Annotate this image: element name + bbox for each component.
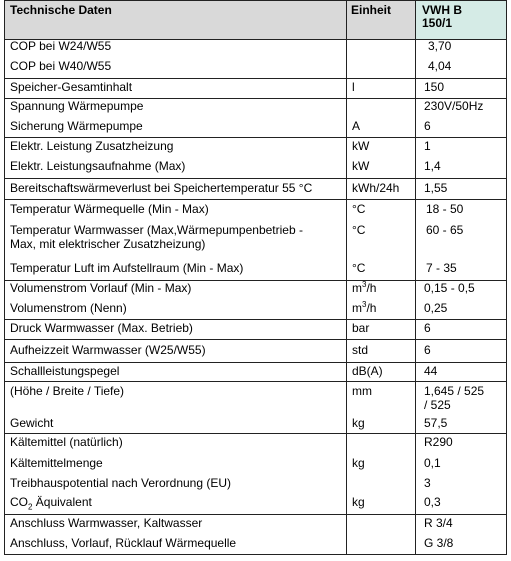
header-model-line2: 150/1: [422, 16, 453, 30]
border-bottom: [4, 554, 507, 555]
row-label-druck: Druck Warmwasser (Max. Betrieb): [10, 321, 193, 335]
row-unit-volumenstrom-vorlauf: $m^3/h$: [352, 280, 377, 295]
row-value-cop-w40: 4,04: [428, 59, 452, 73]
row-value-volumenstrom-nenn: 0,25: [424, 301, 448, 315]
row-label-temp-luft: Temperatur Luft im Aufstellraum (Min - Max): [10, 261, 244, 275]
row-value-bereitschaft: 1,55: [424, 181, 448, 195]
row-unit-druck: bar: [352, 321, 370, 335]
header-technical-data: Technische Daten: [10, 3, 112, 17]
row-unit-temp-luft: °C: [352, 261, 366, 275]
row-value-gewicht: 57,5: [424, 416, 448, 430]
row-value-co2-aequivalent: 0,3: [424, 495, 441, 509]
technical-data-table: [4, 0, 507, 555]
group-divider: [4, 78, 507, 79]
row-label-cop-w40: COP bei W40/W55: [10, 59, 112, 73]
row-value-kaeltemittel: R290: [424, 435, 453, 449]
row-value-zusatzheizung: 1: [424, 139, 431, 153]
row-value-abmessungen-line2: / 525: [424, 398, 451, 412]
row-label-abmessungen: (Höhe / Breite / Tiefe): [10, 384, 125, 398]
row-unit-schallleistung: dB(A): [352, 364, 383, 378]
row-label-treibhauspotential: Treibhauspotential nach Verordnung (EU): [10, 476, 232, 490]
row-label-leistungsaufnahme: Elektr. Leistungsaufnahme (Max): [10, 159, 186, 173]
row-label-zusatzheizung: Elektr. Leistung Zusatzheizung: [10, 139, 174, 153]
row-unit-temp-warmwasser: °C: [352, 223, 366, 237]
group-divider: [4, 339, 507, 340]
border-top: [4, 0, 507, 1]
row-value-anschluss-warmwasser: R 3/4: [424, 516, 453, 530]
border-right: [506, 0, 507, 555]
row-value-schallleistung: 44: [424, 364, 438, 378]
group-divider: [4, 433, 507, 434]
row-label-temp-warmwasser-line1: Temperatur Warmwasser (Max,Wärmepumpenbetrieb -: [10, 223, 303, 237]
row-label-temp-warmwasser-line2: Max, mit elektrischer Zusatzheizung): [10, 237, 206, 251]
group-divider: [4, 178, 507, 179]
row-unit-temp-waermequelle: °C: [352, 202, 366, 216]
row-label-temp-waermequelle: Temperatur Wärmequelle (Min - Max): [10, 202, 209, 216]
row-value-abmessungen-line1: 1,645 / 525: [424, 384, 485, 398]
row-value-spannung: 230V/50Hz: [424, 99, 484, 113]
group-divider: [4, 514, 507, 515]
row-label-spannung: Spannung Wärmepumpe: [10, 99, 144, 113]
row-unit-kaeltemittelmenge: kg: [352, 456, 365, 470]
group-divider: [4, 362, 507, 363]
row-value-aufheizzeit: 6: [424, 343, 431, 357]
row-value-druck: 6: [424, 321, 431, 335]
group-divider: [4, 381, 507, 382]
row-value-volumenstrom-vorlauf: 0,15 - 0,5: [424, 281, 475, 295]
row-value-leistungsaufnahme: 1,4: [424, 159, 441, 173]
row-unit-sicherung: A: [352, 119, 361, 133]
header-unit: Einheit: [351, 3, 392, 17]
row-label-kaeltemittel: Kältemittel (natürlich): [10, 435, 123, 449]
row-unit-zusatzheizung: kW: [352, 139, 370, 153]
row-value-sicherung: 6: [424, 119, 431, 133]
row-value-temp-waermequelle: 18 - 50: [426, 202, 464, 216]
group-divider: [4, 137, 507, 138]
row-value-treibhauspotential: 3: [424, 476, 431, 490]
row-label-bereitschaft: Bereitschaftswärmeverlust bei Speichertemperatur 55 °C: [10, 181, 313, 195]
column-divider-value: [415, 0, 416, 555]
row-unit-gewicht: kg: [352, 416, 365, 430]
row-value-cop-w24: 3,70: [428, 39, 452, 53]
border-left: [4, 0, 5, 555]
row-unit-aufheizzeit: std: [352, 343, 369, 357]
row-unit-abmessungen: mm: [352, 384, 372, 398]
row-label-anschluss-warmwasser: Anschluss Warmwasser, Kaltwasser: [10, 516, 203, 530]
row-unit-bereitschaft: kWh/24h: [352, 181, 400, 195]
row-value-temp-luft: 7 - 35: [426, 261, 457, 275]
group-divider: [4, 319, 507, 320]
column-divider-unit: [346, 0, 347, 555]
row-label-speicher: Speicher-Gesamtinhalt: [10, 80, 133, 94]
row-label-anschluss-vorlauf: Anschluss, Vorlauf, Rücklauf Wärmequelle: [10, 536, 237, 550]
row-unit-volumenstrom-nenn: $m^3/h$: [352, 300, 377, 315]
row-label-volumenstrom-nenn: Volumenstrom (Nenn): [10, 301, 127, 315]
row-label-volumenstrom-vorlauf: Volumenstrom Vorlauf (Min - Max): [10, 281, 192, 295]
row-label-kaeltemittelmenge: Kältemittelmenge: [10, 456, 103, 470]
row-label-co2-aequivalent: $CO_2$ Äquivalent: [10, 495, 92, 512]
row-unit-leistungsaufnahme: kW: [352, 159, 370, 173]
row-unit-speicher: l: [352, 80, 355, 94]
row-label-sicherung: Sicherung Wärmepumpe: [10, 119, 143, 133]
header-model-line1: VWH B: [422, 3, 462, 17]
row-unit-co2-aequivalent: kg: [352, 495, 365, 509]
row-value-kaeltemittelmenge: 0,1: [424, 456, 441, 470]
row-label-cop-w24: COP bei W24/W55: [10, 39, 112, 53]
row-value-temp-warmwasser: 60 - 65: [426, 223, 464, 237]
row-value-anschluss-vorlauf: G 3/8: [424, 536, 454, 550]
row-value-speicher: 150: [424, 80, 445, 94]
group-divider: [4, 199, 507, 200]
row-label-gewicht: Gewicht: [10, 416, 54, 430]
row-label-aufheizzeit: Aufheizzeit Warmwasser (W25/W55): [10, 343, 206, 357]
row-label-schallleistung: Schallleistungspegel: [10, 364, 120, 378]
